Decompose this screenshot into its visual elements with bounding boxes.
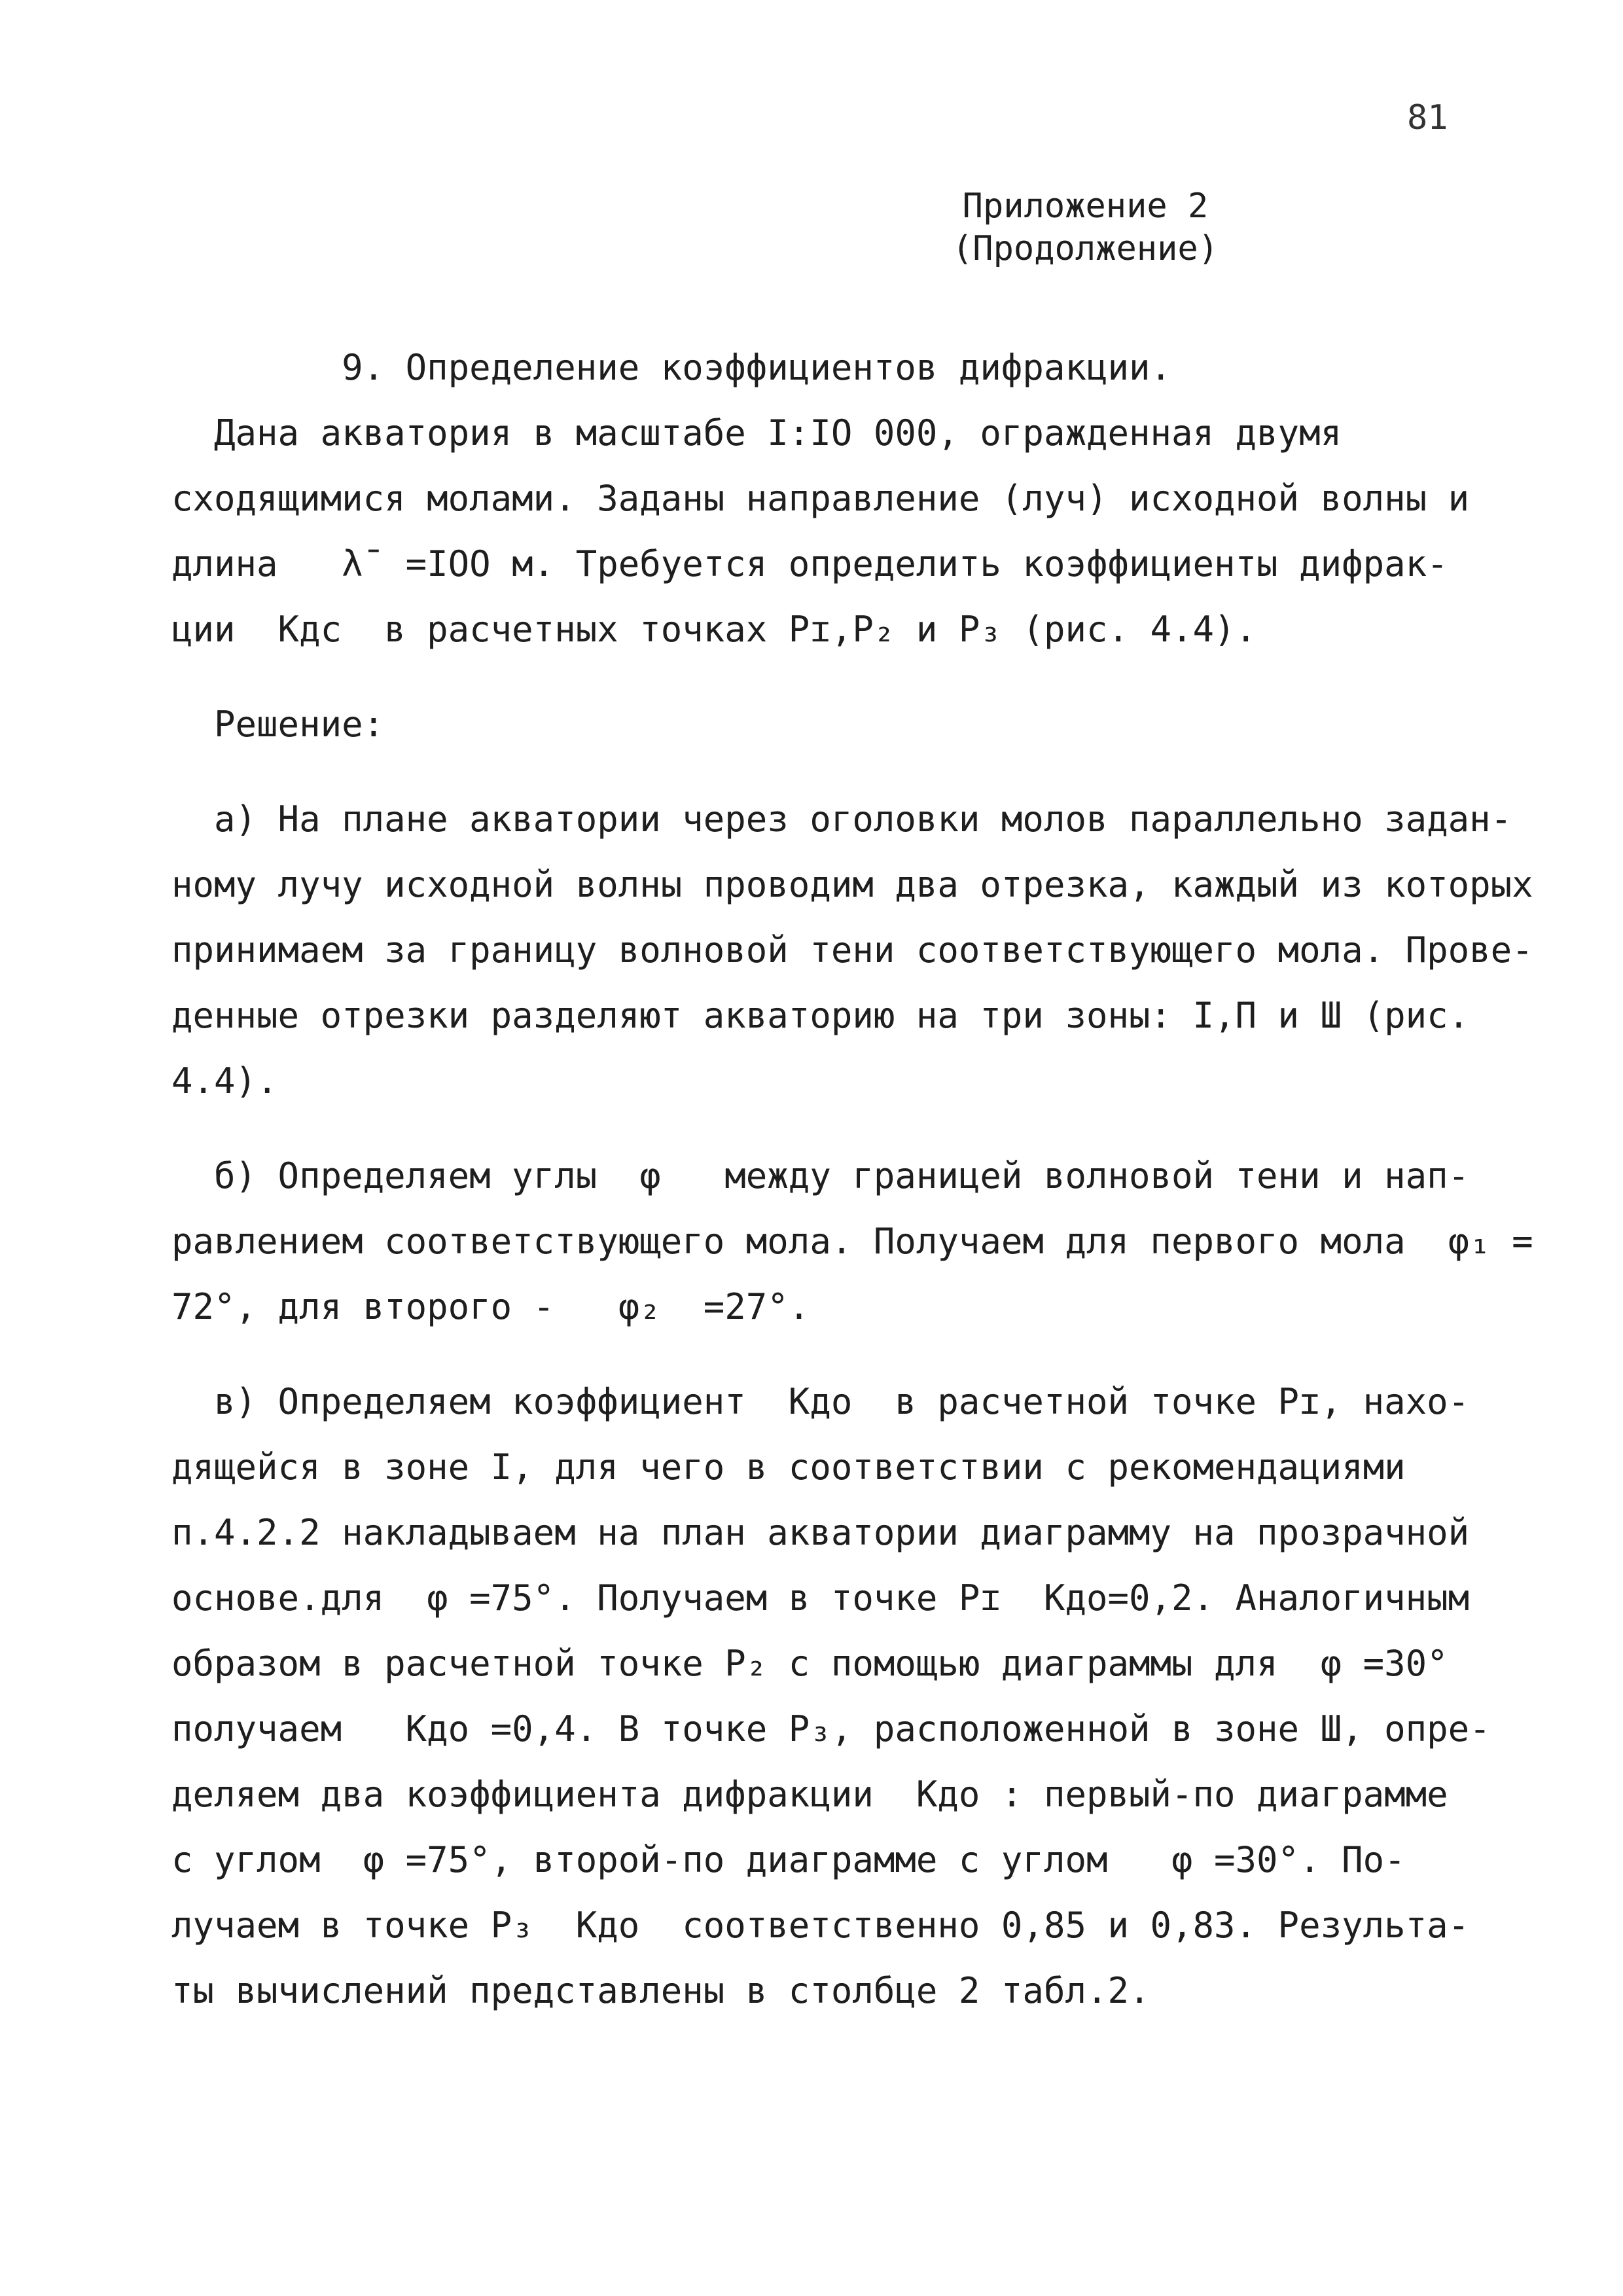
appendix-title: Приложение 2 [962, 187, 1209, 226]
text-line: принимаем за границу волновой тени соответствующего мола. Прове- [171, 929, 1533, 971]
solution-heading: Решение: [171, 704, 385, 745]
text-line: 4.4). [171, 1060, 278, 1102]
text-line: дящейся в зоне I, для чего в соответствии с рекомендациями [171, 1446, 1406, 1488]
text-line: денные отрезки разделяют акваторию на три зоны: I,П и Ш (рис. [171, 995, 1470, 1036]
text-line: п.4.2.2 накладываем на план акватории диаграмму на прозрачной [171, 1512, 1470, 1553]
text-line: в) Определяем коэффициент Кдо в расчетной точке Pɪ, нахо- [171, 1381, 1470, 1422]
text-line: основе.для φ =75°. Получаем в точке Pɪ Кдо=0,2. Аналогичным [171, 1577, 1470, 1619]
text-line: ты вычислений представлены в столбце 2 табл.2. [171, 1970, 1150, 2011]
text-line: длина λ̄ =IOO м. Требуется определить коэффициенты дифрак- [171, 543, 1448, 584]
text-line: получаем Кдо =0,4. В точке P₃, расположенной в зоне Ш, опре- [171, 1708, 1491, 1749]
text-line: а) На плане акватории через оголовки молов параллельно задан- [171, 798, 1512, 840]
text-line: 72°, для второго - φ₂ =27°. [171, 1286, 810, 1327]
text-line: ному лучу исходной волны проводим два отрезка, каждый из которых [171, 864, 1533, 905]
page-number: 81 [1407, 98, 1448, 137]
appendix-continuation: (Продолжение) [952, 229, 1219, 268]
body-text [171, 335, 1533, 2024]
text-line: равлением соответствующего мола. Получаем для первого мола φ₁ = [171, 1221, 1533, 1262]
text-line: Дана акватория в масштабе I:IO 000, огражденная двумя [171, 412, 1342, 454]
appendix-heading [952, 185, 1219, 270]
text-line: с углом φ =75°, второй-по диаграмме с углом φ =30°. По- [171, 1839, 1406, 1880]
text-line: лучаем в точке P₃ Кдо соответственно 0,85 и 0,83. Результа- [171, 1905, 1470, 1946]
text-line: деляем два коэффициента дифракции Кдо : первый-по диаграмме [171, 1774, 1448, 1815]
text-line: ции Кдс в расчетных точках Pɪ,P₂ и P₃ (рис. 4.4). [171, 609, 1257, 650]
text-line: б) Определяем углы φ между границей волновой тени и нап- [171, 1155, 1470, 1196]
section-heading: 9. Определение коэффициентов дифракции. [171, 347, 1172, 388]
text-line: сходящимися молами. Заданы направление (луч) исходной волны и [171, 478, 1470, 519]
text-line: образом в расчетной точке P₂ с помощью диаграммы для φ =30° [171, 1643, 1448, 1684]
